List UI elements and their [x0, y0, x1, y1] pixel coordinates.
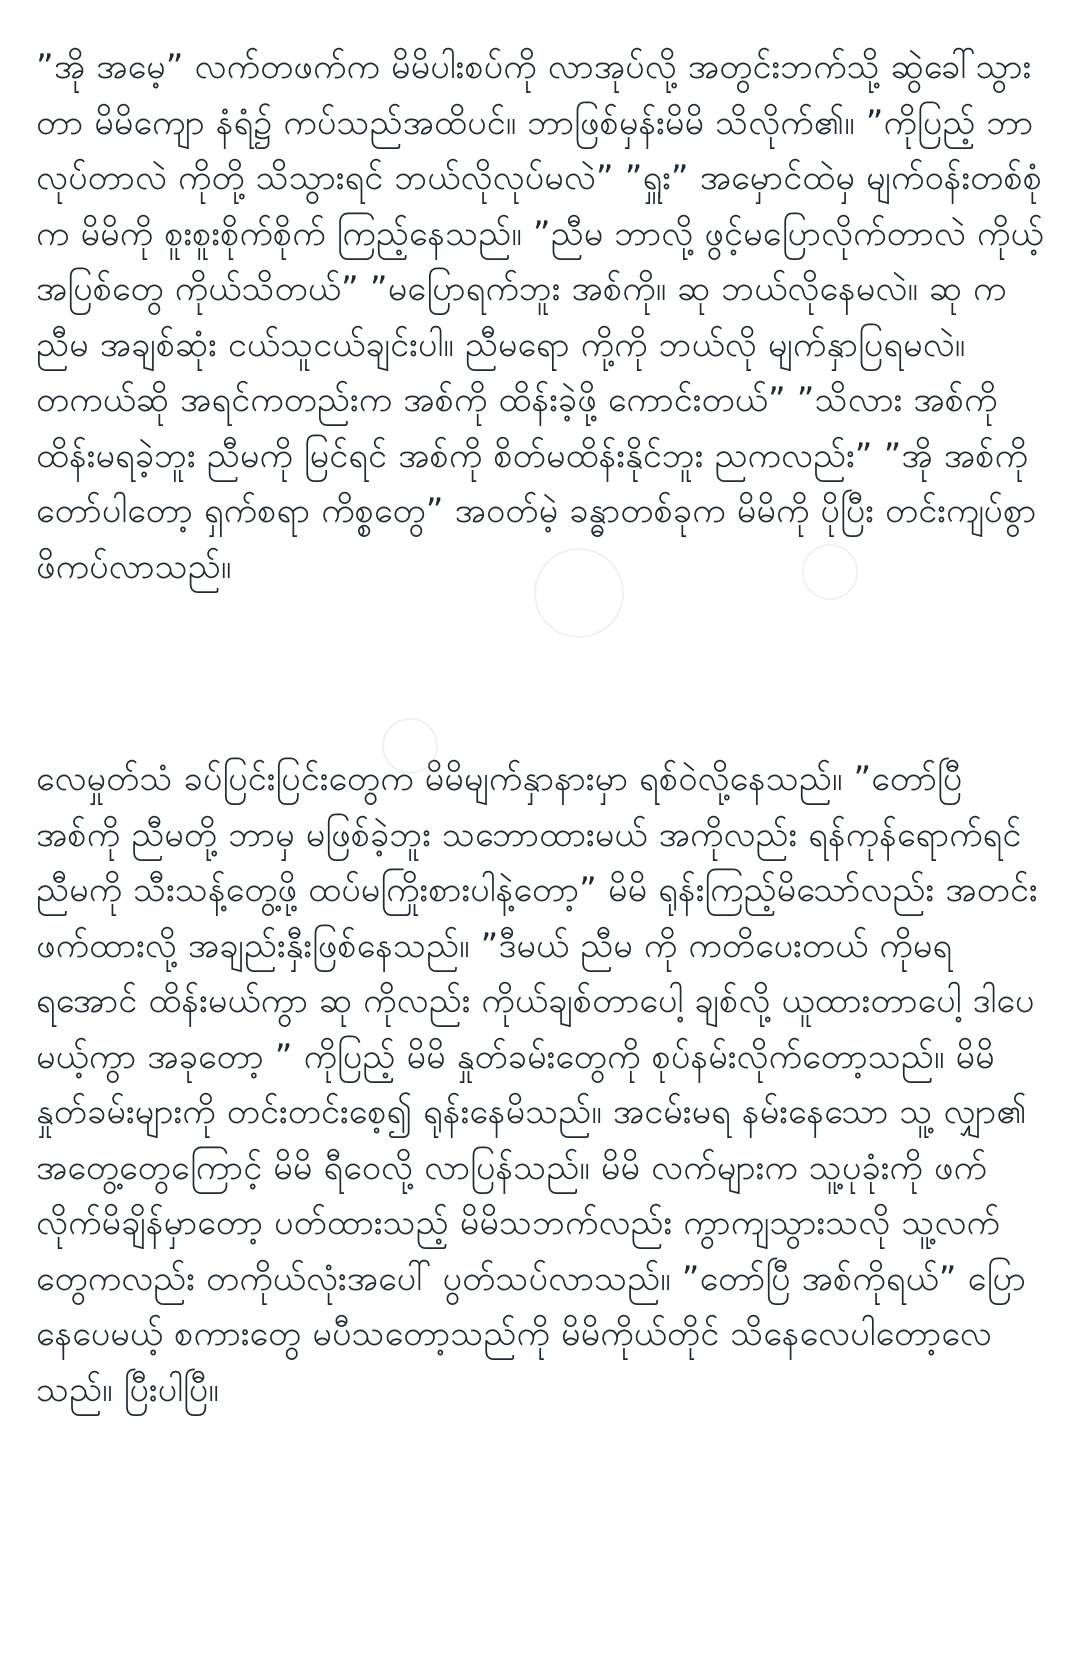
story-paragraph-1: ”အို အမေ့” လက်တဖက်က မိမိပါးစပ်ကို လာအုပ်လို့ အတွင်းဘက်သို့ ဆွဲခေါ်သွားတာ မိမိကျော နံရံ၌ ကပ်သည်အထိပင်။ ဘာဖြစ်မှန်းမိမိ သိလိုက်၏။ ”ကိုပြည့် ဘာလုပ်တာလဲ ကိုတို့ သိသွားရင် ဘယ်လိုလုပ်မလဲ” ”ရှူး” အမှောင်ထဲမှ မျက်ဝန်းတစ်စုံက မိမိကို စူးစူးစိုက်စိုက် ကြည့်နေသည်။ ”ညီမ ဘာလို့ ဖွင့်မပြောလိုက်တာလဲ ကိုယ့်အပြစ်တွေ ကိုယ်သိတယ်” ”မပြောရက်ဘူး အစ်ကို။ ဆု ဘယ်လိုနေမလဲ။ ဆု က ညီမ အချစ်ဆုံး ငယ်သူငယ်ချင်းပါ။ ညီမရော ကို့ကို ဘယ်လို မျက်နှာပြရမလဲ။ တကယ်ဆို အရင်ကတည်းက အစ်ကို ထိန်းခဲ့ဖို့ ကောင်းတယ်” ”သိလား အစ်ကို ထိန်းမရခဲ့ဘူး ညီမကို မြင်ရင် အစ်ကို စိတ်မထိန်းနိုင်ဘူး ညကလည်း” ”အို အစ်ကို တော်ပါတော့ ရှက်စရာ ကိစ္စတွေ” အဝတ်မဲ့ ခန္ဓာတစ်ခုက မိမိကို ပိုပြီး တင်းကျပ်စွာ ဖိကပ်လာသည်။ [36, 47, 1044, 587]
story-paragraph-2: လေမှုတ်သံ ခပ်ပြင်းပြင်းတွေက မိမိမျက်နှာနားမှာ ရစ်ဝဲလို့နေသည်။ ”တော်ပြီ အစ်ကို ညီမတို့ ဘာမှ မဖြစ်ခဲ့ဘူး သဘောထားမယ် အကိုလည်း ရန်ကုန်ရောက်ရင် ညီမကို သီးသန့်တွေ့ဖို့ ထပ်မကြိုးစားပါနဲ့တော့” မိမိ ရုန်းကြည့်မိသော်လည်း အတင်း ဖက်ထားလို့ အချည်းနှီးဖြစ်နေသည်။ ”ဒီမယ် ညီမ ကို ကတိပေးတယ် ကိုမရ ရအောင် ထိန်းမယ်ကွာ ဆု ကိုလည်း ကိုယ်ချစ်တာပေါ့ ချစ်လို့ ယူထားတာပေါ့ ဒါပေမယ့်ကွာ အခုတော့ ” ကိုပြည့် မိမိ နှုတ်ခမ်းတွေကို စုပ်နမ်းလိုက်တော့သည်။ မိမိနှုတ်ခမ်းများကို တင်းတင်းစေ့၍ ရုန်းနေမိသည်။ အငမ်းမရ နမ်းနေသော သူ့ လျှာ၏ အတွေ့တွေကြောင့် မိမိ ရီဝေလို့ လာပြန်သည်။ မိမိ လက်များက သူ့ပုခုံးကို ဖက်လိုက်မိချိန်မှာတော့ ပတ်ထားသည့် မိမိသဘက်လည်း ကွာကျသွားသလို သူ့လက်တွေကလည်း တကိုယ်လုံးအပေါ် ပွတ်သပ်လာသည်။ ”တော်ပြီ အစ်ကိုရယ်” ပြောနေပေမယ့် စကားတွေ မပီသတော့သည်ကို မိမိကိုယ်တိုင် သိနေလေပါတော့လေသည်။ ပြီးပါပြီ။ [36, 759, 1038, 1410]
